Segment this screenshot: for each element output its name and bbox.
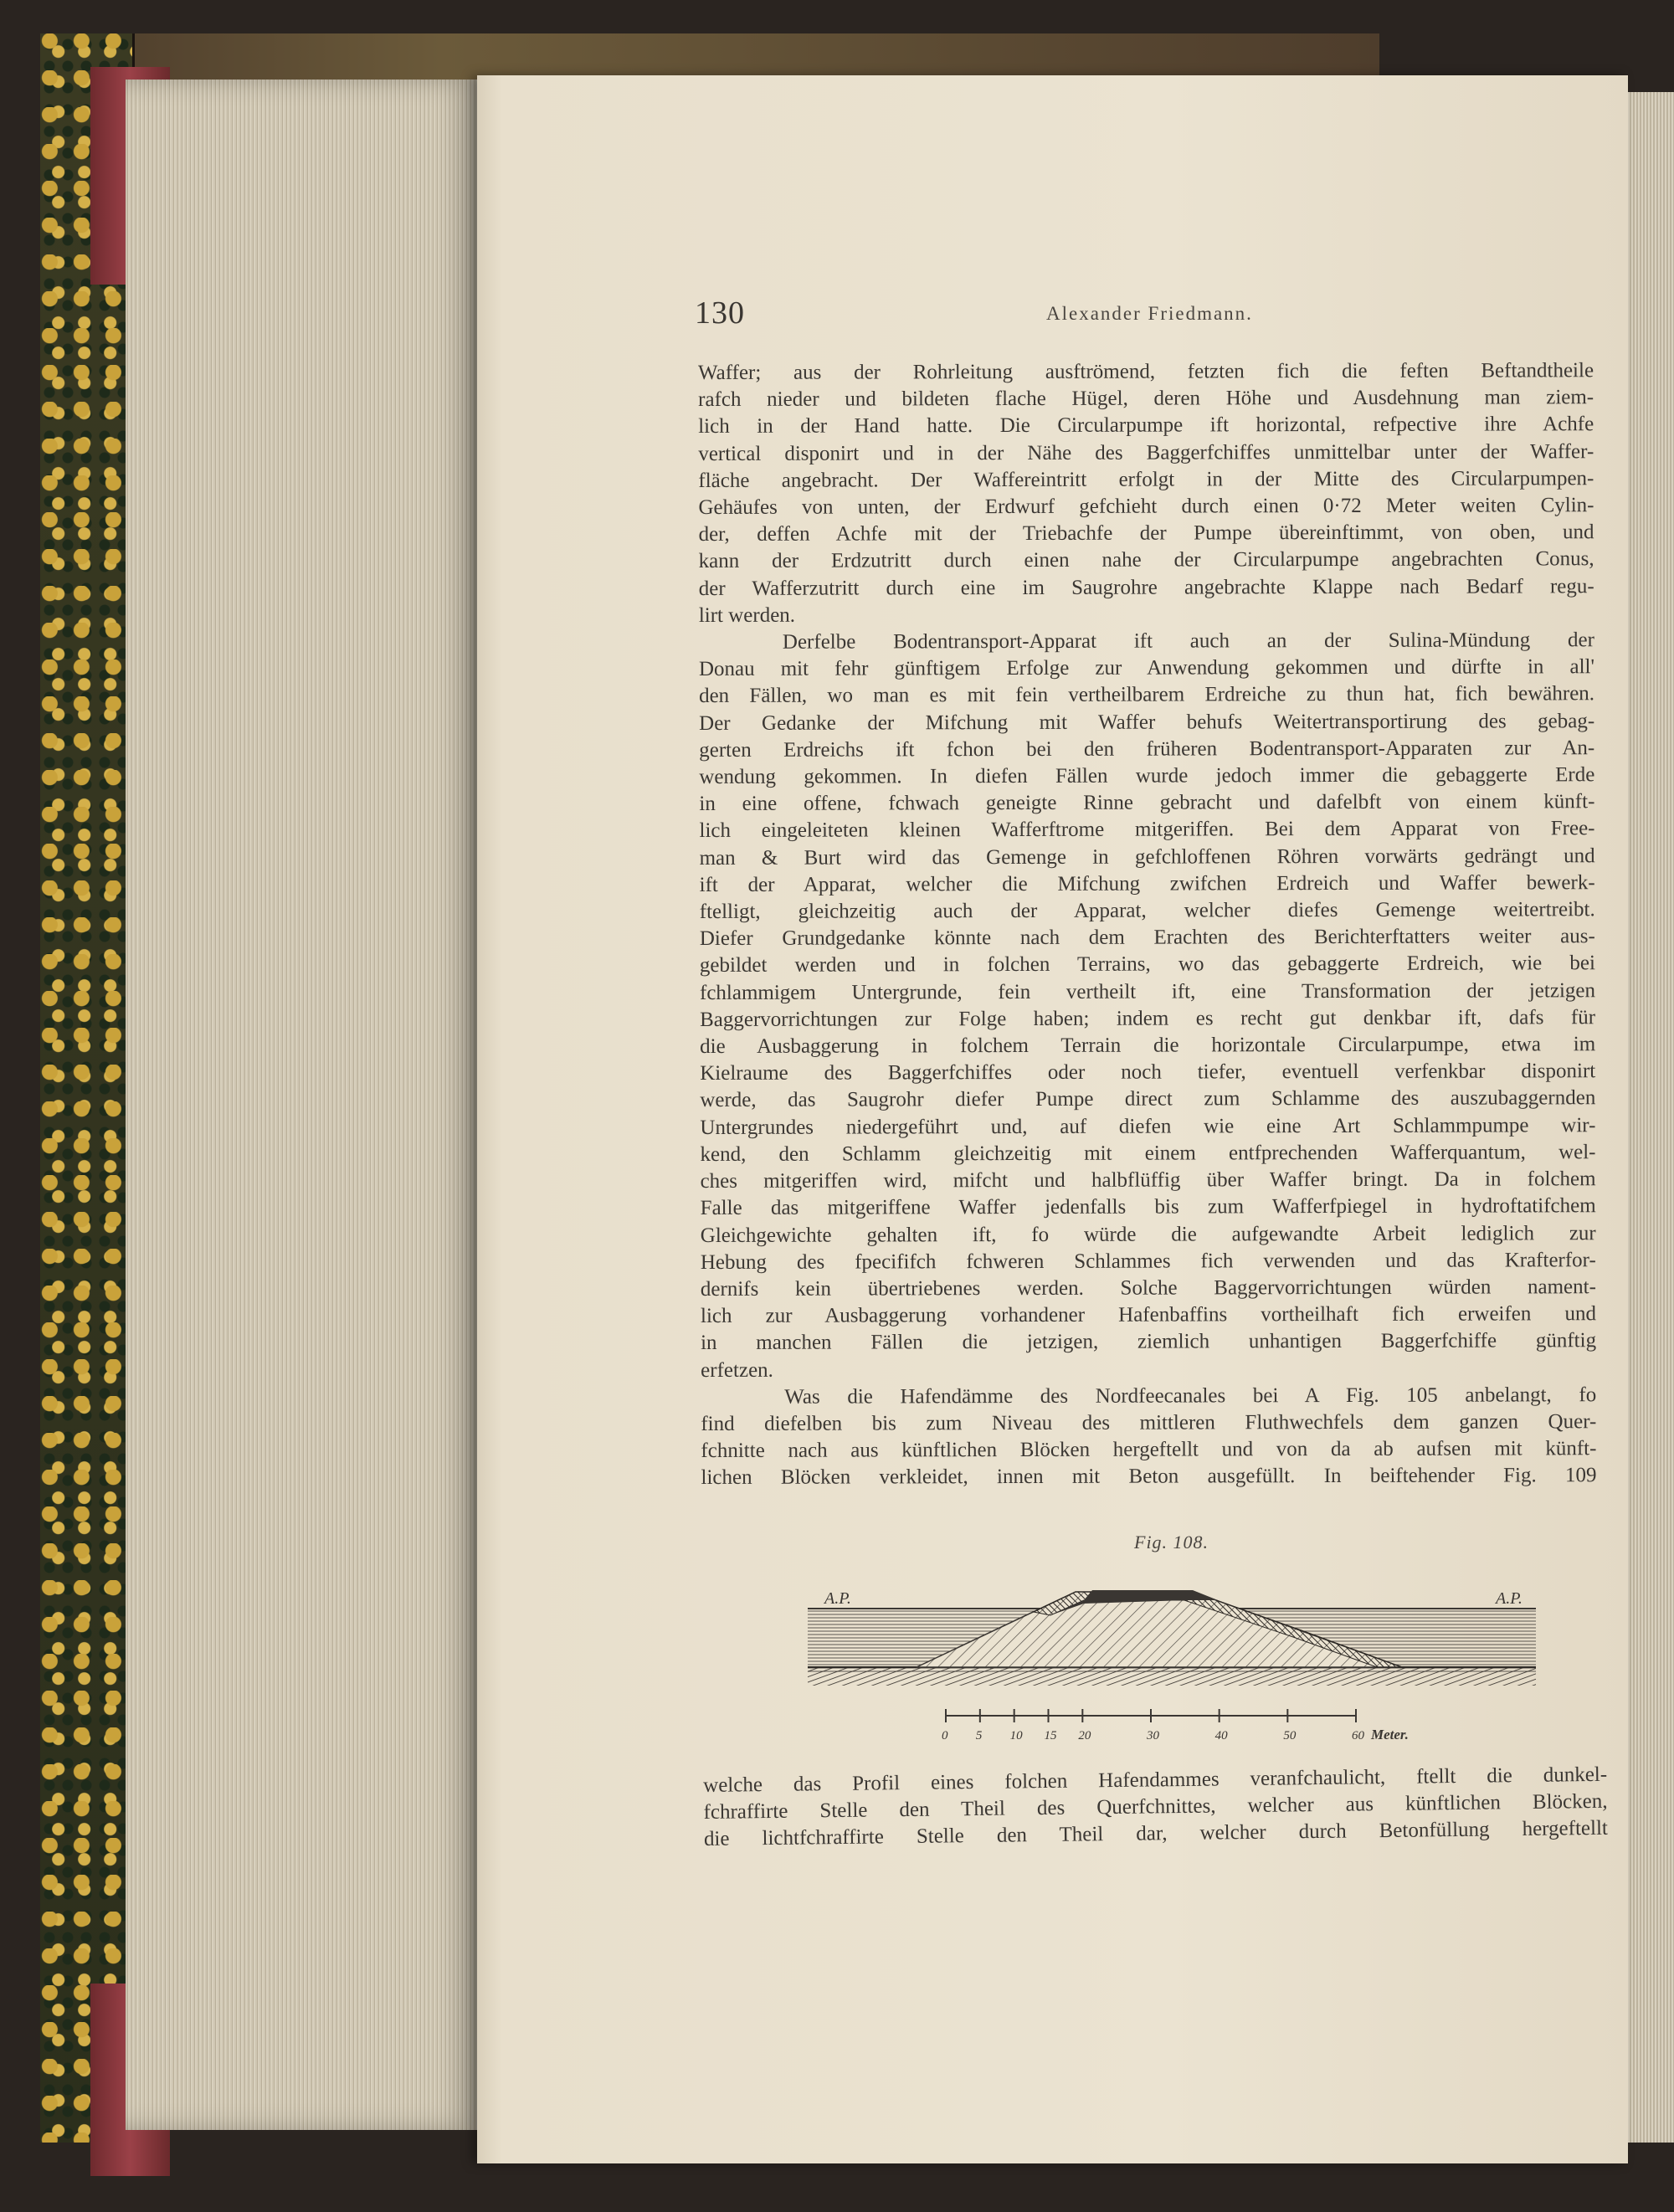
text-line: Was die Hafendämme des Nordfeecanales bei A Fig. 105 anbelangt, fo [784,1383,1597,1409]
text-line: kann der Erdzutritt durch einen nahe der Circularpumpe angebrachten Conus, [698,547,1594,573]
figure-caption: Fig. 108. [1134,1532,1209,1553]
text-line: den Fällen, wo man es mit fein vertheilbarem Erdreiche zu thun hat, fich bewähren. [699,682,1595,708]
scale-tick-label: 40 [1214,1729,1228,1742]
scale-tick-label: 5 [975,1729,983,1742]
water-label-right: A.P. [1496,1589,1523,1608]
lower-text [703,1762,1608,1853]
text-line: fläche angebracht. Der Waffereintritt erfolgt in der Mitte des Circularpumpen- [698,467,1594,492]
text-line: Waffer; aus der Rohrleitung ausftrömend, fetzten fich die feften Beftandtheile [698,359,1594,384]
text-line: lich in der Hand hatte. Die Circularpumpe ift horizontal, refpective ihre Achfe [698,413,1594,439]
scale-tick-label: 20 [1078,1729,1091,1742]
running-title: Alexander Friedmann. [1046,303,1253,324]
text-line: Diefer Grundgedanke könnte nach dem Erachten des Berichterftatters weiter aus- [699,925,1595,951]
scale-bar [942,1709,1409,1742]
scale-tick-label: 15 [1044,1729,1057,1742]
text-line: der Wafferzutritt durch eine im Saugrohre angebrachte Klappe nach Bedarf regu- [698,574,1594,600]
scale-tick-label: 60 [1352,1729,1364,1742]
water-label-left: A.P. [824,1589,851,1608]
page-block-edges [126,80,477,2130]
text-line: fchraffirte Stelle den Theil des Querfchnittes, welcher aus künftlichen Blöcken, [703,1789,1608,1824]
text-line: wendung gekommen. In diefen Fällen wurde jedoch immer die gebaggerte Erde [699,763,1595,789]
text-line: lich zur Ausbaggerung vorhandener Hafenbaffins vortheilhaft fich erweifen und [700,1302,1597,1328]
text-line: kend, den Schlamm gleichzeitig mit einem entfprechenden Wafferquantum, wel- [700,1141,1596,1166]
text-line: Derfelbe Bodentransport-Apparat ift auch an der Sulina-Mündung der [782,629,1594,654]
text-line: Baggervorrichtungen zur Folge haben; indem es recht gut denkbar ift, dafs für [700,1006,1596,1031]
text-line: man & Burt wird das Gemenge in gefchloffenen Röhren vorwärts gedrängt und [699,844,1595,870]
page-number: 130 [695,295,745,331]
running-head [695,295,1674,336]
text-line: ches mitgeriffen wird, mifcht und halbflüffig über Waffer bringt. Da in folchem [700,1168,1596,1193]
body-text [698,357,1597,1491]
text-line: die lichtfchraffirte Stelle den Theil dar, welcher durch Betonfüllung hergeftellt [703,1816,1609,1850]
figure-breakwater-profile [799,1557,1561,1749]
text-line: ftelligt, gleichzeitig auch der Apparat, welcher diefes Gemenge weitertreibt. [699,898,1595,924]
scale-tick-label: 50 [1283,1729,1297,1742]
scale-tick-label: 0 [942,1729,948,1742]
text-line: fchlammigem Untergrunde, fein vertheilt ift, eine Transformation der jetzigen [699,978,1596,1004]
text-line: gebildet werden und in folchen Terrains, wo das gebaggerte Erdreich, wie bei [699,952,1595,978]
text-line: Gleichgewichte gehalten ift, fo würde die aufgewandte Arbeit lediglich zur [700,1221,1596,1247]
text-line: Gehäufes von unten, der Erdwurf gefchieht durch einen 0·72 Meter weiten Cylin- [698,494,1594,520]
text-line: erfetzen. [701,1358,773,1382]
text-line: der, deffen Achfe mit der Triebachfe der Pumpe übereinftimmt, von oben, und [698,521,1594,547]
text-line: Untergrundes niedergeführt und, auf diefen wie eine Art Schlammpumpe wir- [700,1113,1596,1139]
text-line: Hebung des fpecififch fchweren Schlammes fich verwenden und das Krafterfor- [700,1248,1596,1274]
text-line: rafch nieder und bildeten flache Hügel, deren Höhe und Ausdehnung man ziem- [698,386,1594,412]
text-line: Der Gedanke der Mifchung mit Waffer behufs Weitertransportirung des gebag- [699,709,1595,735]
text-line: gerten Erdreichs ift fchon bei den früheren Bodentransport-Apparaten zur An- [699,736,1595,762]
text-line: ift der Apparat, welcher die Mifchung zwifchen Erdreich und Waffer bewerk- [699,871,1595,896]
text-line: lich eingeleiteten kleinen Wafferftrome mitgeriffen. Bei dem Apparat von Free- [699,817,1595,843]
text-line: dernifs kein übertriebenes werden. Solche Baggervorrichtungen würden nament- [700,1275,1596,1301]
marbled-cover [40,33,135,2143]
scale-tick-label: 30 [1147,1729,1159,1742]
sea-bed [808,1667,1536,1686]
text-line: Kielraume des Baggerfchiffes oder noch tiefer, eventuell verfenkbar disponirt [700,1060,1596,1085]
text-line: fchnitte nach aus künftlichen Blöcken hergeftellt und von da ab aufsen mit künft- [701,1437,1597,1463]
scale-tick-label: 10 [1009,1729,1023,1742]
text-line: Falle das mitgeriffene Waffer jedenfalls bis zum Wafferfpiegel in hydroftatifchem [700,1194,1596,1220]
text-line: welche das Profil eines folchen Hafendammes veranfchaulicht, ftellt die dunkel- [703,1763,1608,1797]
text-line: werde, das Saugrohr diefer Pumpe direct zum Schlamme des auszubaggernden [700,1086,1596,1112]
text-line: lichen Blöcken verkleidet, innen mit Beton ausgefüllt. In beiftehender Fig. 109 [701,1464,1597,1490]
text-line: vertical disponirt und in der Nähe des Baggerfchiffes unmittelbar unter der Waffer- [698,439,1594,465]
scale-unit: Meter. [1371,1727,1409,1742]
text-line: lirt werden. [698,603,796,627]
text-line: Donau mit fehr günftigem Erfolge zur Anwendung gekommen und dürfte in all' [698,655,1594,681]
text-line: in manchen Fällen die jetzigen, ziemlich unhantigen Baggerfchiffe günftig [701,1329,1597,1355]
text-line: find diefelben bis zum Niveau des mittleren Fluthwechfels dem ganzen Quer- [701,1410,1597,1435]
text-line: die Ausbaggerung in folchem Terrain die horizontale Circularpumpe, etwa im [700,1033,1596,1059]
text-line: in eine offene, fchwach geneigte Rinne gebracht und dafelbft von einem künft- [699,790,1595,816]
